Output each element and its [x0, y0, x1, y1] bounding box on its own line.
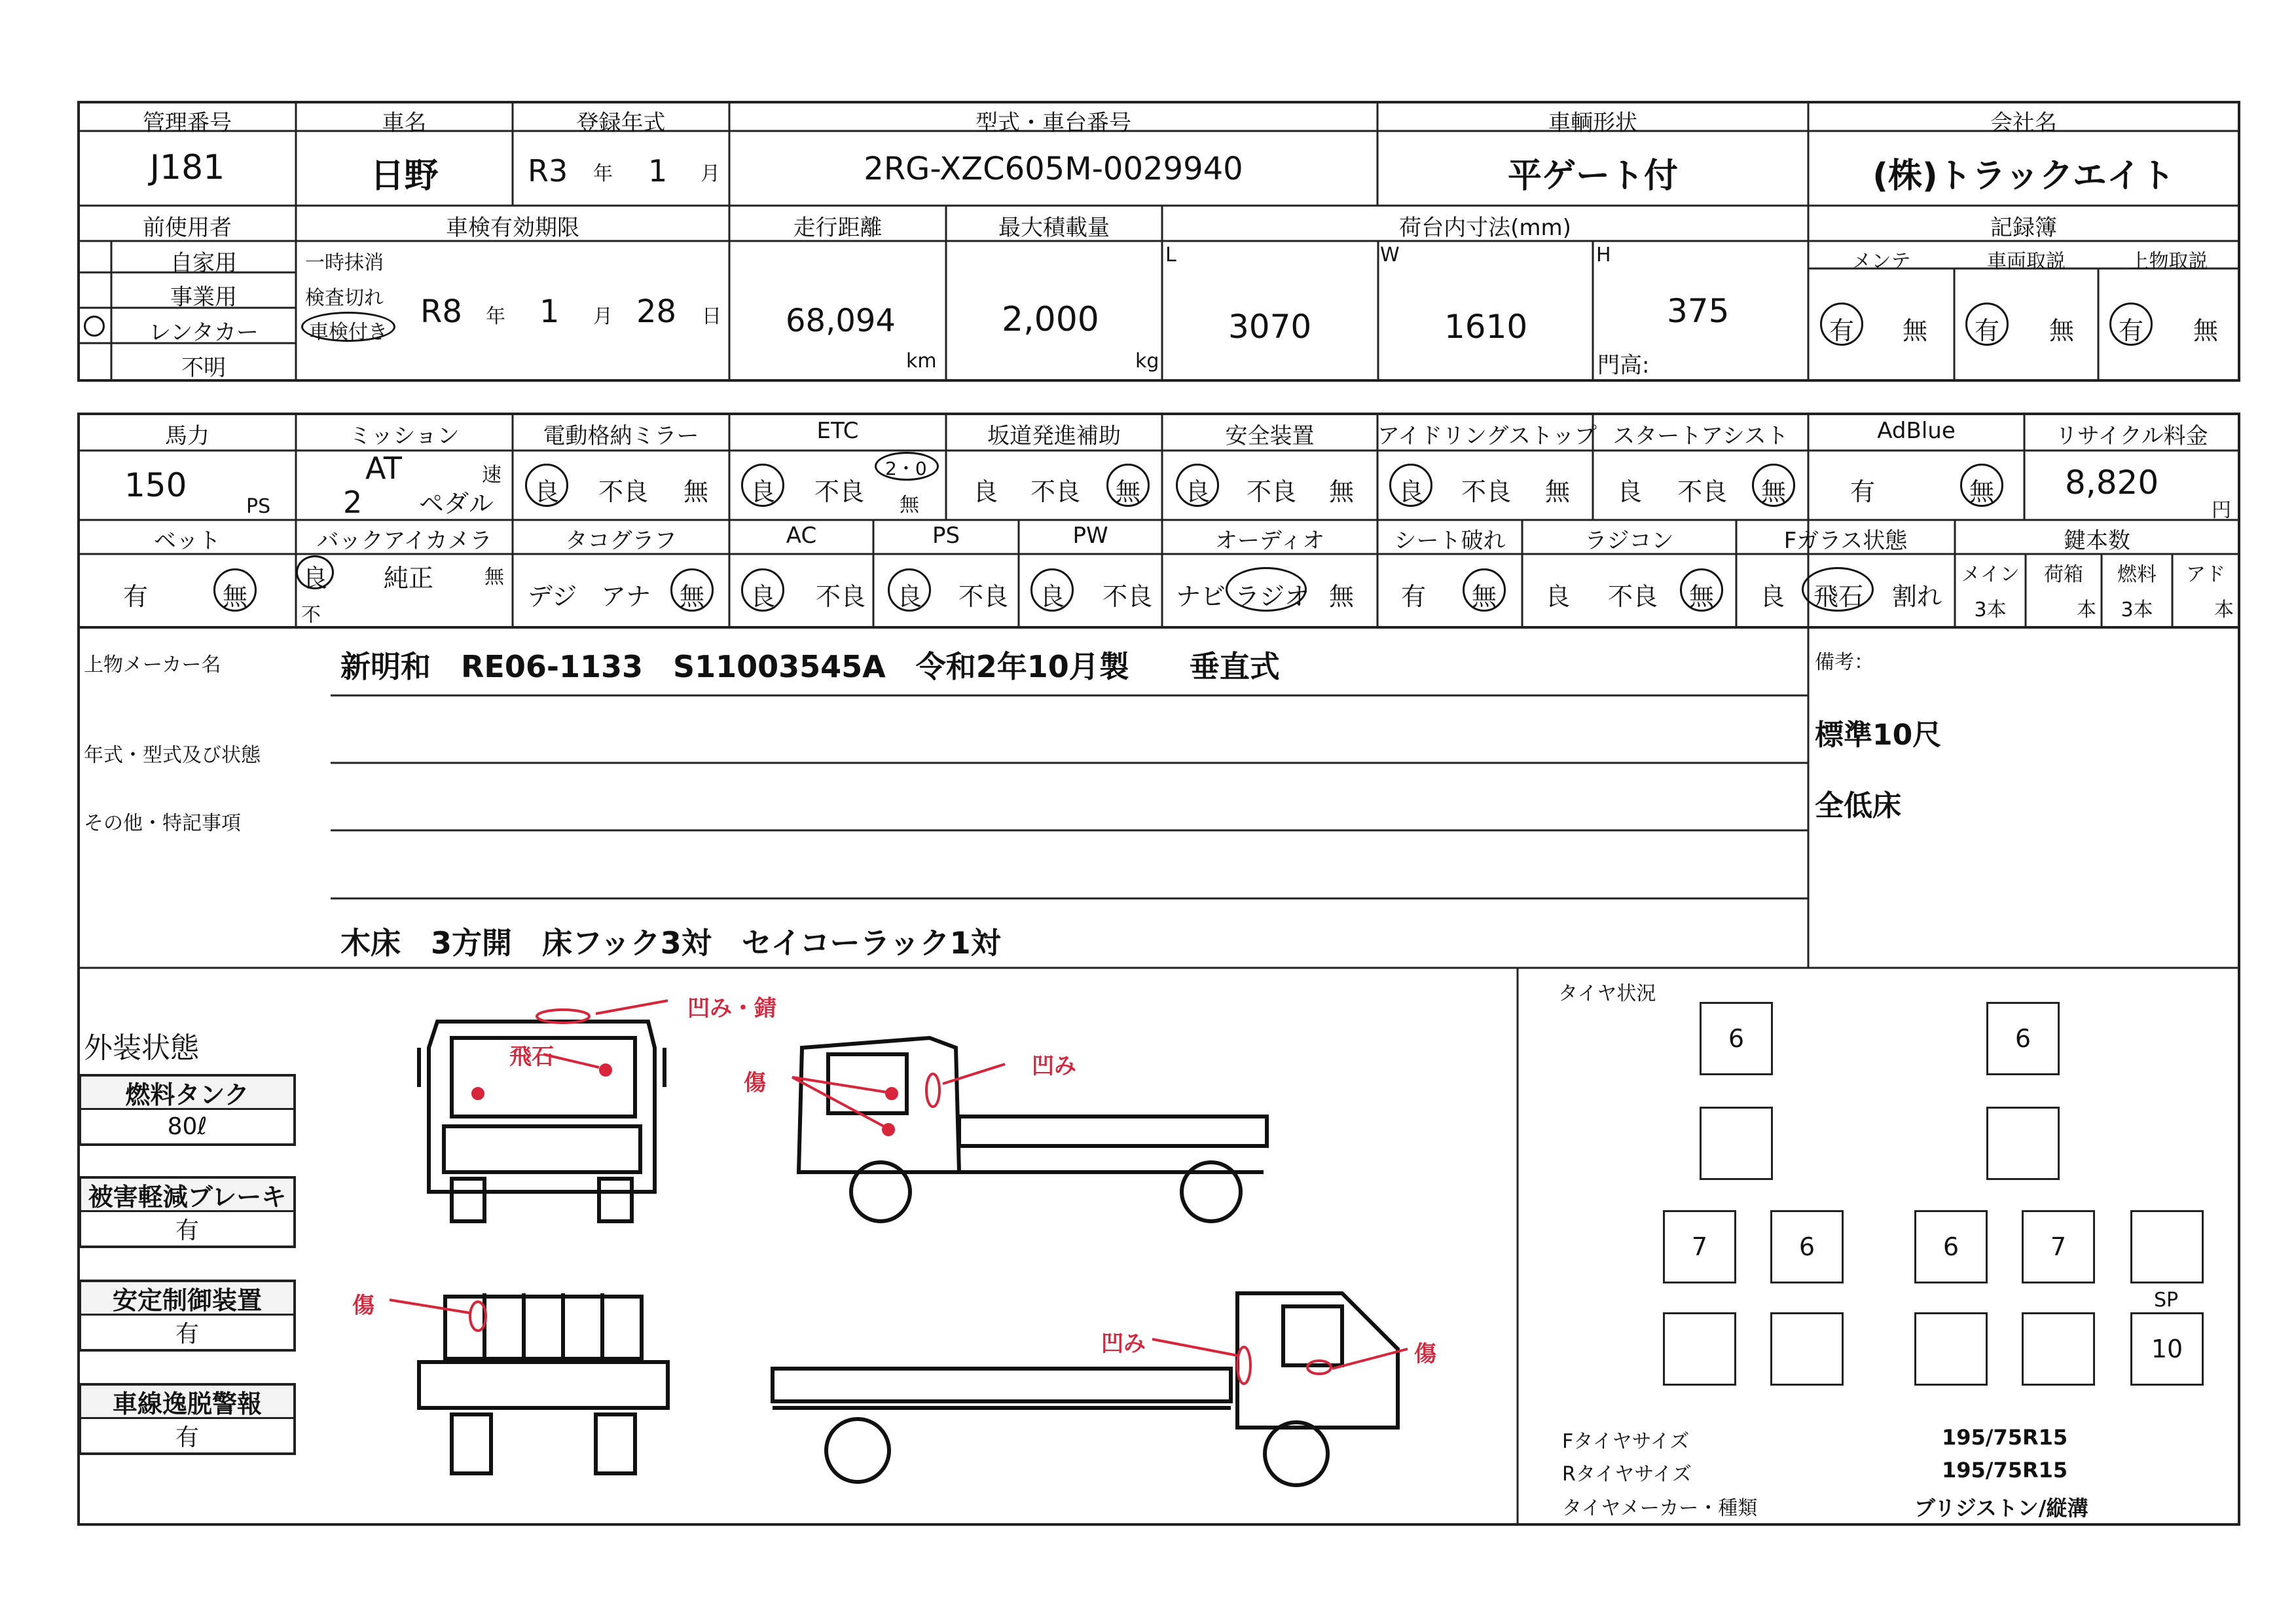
month-unit: 月: [701, 162, 720, 185]
hp-value: 150: [124, 466, 187, 504]
header-records: 記録簿: [1990, 215, 2057, 241]
tire-rear-right-b1: [1914, 1312, 1988, 1386]
hill-bad: 不良: [1030, 477, 1081, 506]
tacho-digi: デジ: [528, 582, 577, 611]
tacho-ana: アナ: [601, 582, 651, 611]
key-cargo-val: 本: [2077, 599, 2096, 621]
fuel-tank-value: 80ℓ: [167, 1113, 208, 1140]
height-label: H: [1596, 244, 1611, 267]
mirror-none: 無: [683, 477, 709, 506]
tire-front-left: 6: [1700, 1002, 1773, 1075]
header-prev-user: 前使用者: [143, 215, 232, 241]
header-idle-stop: アイドリングストップ: [1377, 423, 1597, 449]
header-remote: ラジコン: [1584, 528, 1674, 554]
cam-none: 無: [484, 566, 504, 589]
pw-good: 良: [1040, 582, 1065, 611]
maint-yes: 有: [1829, 316, 1855, 345]
record-vehicle-manual: 車両取説: [1987, 250, 2066, 273]
height-value: 375: [1667, 292, 1730, 330]
header-keys: 鍵本数: [2064, 528, 2130, 554]
r-size-label: Rタイヤサイズ: [1562, 1463, 1692, 1486]
tire-front-right-2: [1986, 1107, 2060, 1180]
header-ac: AC: [786, 523, 817, 549]
ps-good: 良: [897, 582, 922, 611]
header-company: 会社名: [1990, 110, 2057, 136]
vmanual-no: 無: [2049, 316, 2075, 345]
header-reg-year: 登録年式: [576, 110, 666, 136]
header-hill-assist: 坂道発進補助: [987, 423, 1121, 449]
key-main-val: 3本: [1974, 599, 2007, 621]
header-inspection: 車検有効期限: [446, 215, 579, 241]
tacho-no: 無: [680, 582, 705, 611]
start-bad: 不良: [1677, 477, 1728, 506]
month-value: 1: [648, 153, 668, 189]
insp-era: R8: [420, 293, 462, 330]
model-value: 2RG-XZC605M-0029940: [864, 151, 1243, 187]
remote-bad: 不良: [1608, 582, 1658, 611]
header-capacity: 最大積載量: [998, 215, 1110, 241]
lane-label: 車線逸脱警報: [81, 1386, 293, 1419]
bmanual-no: 無: [2193, 316, 2219, 345]
header-recycle: リサイクル料金: [2055, 423, 2208, 449]
mark-chip: 飛石: [509, 1044, 554, 1070]
header-dimensions: 荷台内寸法(mm): [1399, 215, 1571, 241]
key-fuel-val: 3本: [2121, 599, 2153, 621]
etc-good: 良: [750, 477, 776, 506]
seat-no: 無: [1472, 582, 1497, 611]
mgmt-no-value: J181: [149, 148, 225, 187]
key-fuel-label: 燃料: [2117, 563, 2157, 586]
glass-chip: 飛石: [1813, 582, 1864, 611]
glass-good: 良: [1760, 582, 1785, 611]
start-good: 良: [1617, 477, 1643, 506]
tire-title: タイヤ状況: [1558, 982, 1656, 1005]
insp-opt-deregistered: 一時抹消: [305, 251, 384, 274]
brake-label: 被害軽減ブレーキ: [81, 1179, 293, 1212]
idle-good: 良: [1398, 477, 1424, 506]
trans-type: AT: [365, 451, 402, 486]
header-body: 車輌形状: [1548, 110, 1637, 136]
insp-day-unit: 日: [702, 305, 721, 328]
r-size-value: 195/75R15: [1942, 1458, 2068, 1483]
header-model: 型式・車台番号: [975, 110, 1131, 136]
tire-maker-label: タイヤメーカー・種類: [1562, 1497, 1758, 1520]
insp-opt-expired: 検査切れ: [305, 287, 384, 310]
prev-user-business: 事業用: [170, 284, 237, 310]
header-safety: 安全装置: [1225, 423, 1315, 449]
etc-version: 2・0: [885, 458, 927, 479]
truck-rear-view: [419, 1293, 668, 1473]
safety-bad: 不良: [1247, 477, 1297, 506]
mark-dent-1: 凹み: [1032, 1053, 1076, 1079]
tire-rear-outer-right: 7: [2022, 1210, 2095, 1283]
special-notes-line: 木床 3方開 床フック3対 セイコーラック1対: [340, 925, 1001, 961]
header-ps: PS: [932, 523, 960, 549]
gate-height-label: 門高:: [1597, 352, 1650, 378]
speed-unit: 速: [482, 464, 501, 487]
idle-bad: 不良: [1461, 477, 1512, 506]
tire-front-left-2: [1700, 1107, 1773, 1180]
audio-navi: ナビ: [1176, 582, 1226, 611]
tire-maker-value: ブリジストン/縦溝: [1914, 1496, 2088, 1521]
etc-none: 無: [900, 494, 919, 517]
header-seat: シート破れ: [1394, 528, 1506, 554]
remote-good: 良: [1545, 582, 1571, 611]
label-other-notes: その他・特記事項: [84, 812, 241, 835]
key-main-label: メイン: [1961, 563, 2020, 586]
brake-value: 有: [175, 1217, 199, 1244]
stability-label: 安定制御装置: [81, 1282, 293, 1316]
tire-spare: 10: [2130, 1312, 2204, 1386]
recycle-value: 8,820: [2065, 464, 2159, 502]
remote-no: 無: [1689, 582, 1715, 611]
mileage-unit: km: [906, 350, 937, 373]
glass-crack: 割れ: [1892, 582, 1942, 611]
insp-year-unit: 年: [486, 305, 505, 328]
bmanual-yes: 有: [2119, 316, 2144, 345]
record-maint: メンテ: [1851, 250, 1911, 273]
idle-none: 無: [1545, 477, 1571, 506]
hill-good: 良: [973, 477, 998, 506]
tire-rear-outer-left: 7: [1663, 1210, 1736, 1283]
hill-none: 無: [1116, 477, 1141, 506]
pedal-label: ペダル: [419, 489, 494, 518]
insp-month-unit: 月: [593, 305, 613, 328]
stability-value: 有: [175, 1321, 199, 1348]
width-value: 1610: [1444, 308, 1528, 346]
fuel-tank-label: 燃料タンク: [81, 1077, 293, 1110]
tire-rear-left-b1: [1663, 1312, 1736, 1386]
f-size-label: Fタイヤサイズ: [1562, 1430, 1690, 1453]
lane-value: 有: [175, 1424, 199, 1451]
maint-no: 無: [1903, 316, 1928, 345]
f-size-value: 195/75R15: [1942, 1425, 2068, 1450]
capacity-unit: kg: [1135, 350, 1159, 373]
exterior-title: 外装状態: [84, 1031, 199, 1065]
audio-none: 無: [1329, 582, 1355, 611]
prev-user-rental: レンタカー: [149, 320, 259, 346]
etc-bad: 不良: [814, 477, 865, 506]
header-bed: ベット: [154, 528, 221, 554]
truck-side-view-2: [773, 1293, 1398, 1485]
start-none: 無: [1761, 477, 1787, 506]
label-year-model: 年式・型式及び状態: [84, 744, 261, 767]
mark-scratch-2: 傷: [352, 1293, 374, 1319]
remarks-label: 備考：: [1815, 651, 1874, 674]
tire-rear-left-b2: [1770, 1312, 1844, 1386]
header-pw: PW: [1072, 523, 1108, 549]
vmanual-yes: 有: [1975, 316, 2000, 345]
remark-2: 全低床: [1815, 789, 1901, 822]
tire-extra: [2130, 1210, 2204, 1283]
header-mileage: 走行距離: [793, 215, 883, 241]
ps-bad: 不良: [958, 582, 1009, 611]
adblue-none: 無: [1969, 477, 1995, 506]
header-fglass: Fガラス状態: [1783, 528, 1908, 554]
seat-yes: 有: [1401, 582, 1427, 611]
header-transmission: ミッション: [349, 423, 460, 449]
year-unit: 年: [593, 162, 613, 185]
header-etc: ETC: [816, 418, 859, 444]
capacity-value: 2,000: [1002, 300, 1099, 339]
bed-yes: 有: [123, 582, 149, 611]
insp-month: 1: [539, 293, 560, 330]
tire-rear-inner-right: 6: [1914, 1210, 1988, 1283]
spare-label: SP: [2154, 1289, 2179, 1312]
adblue-yes: 有: [1850, 477, 1876, 506]
header-start-assist: スタートアシスト: [1613, 423, 1789, 449]
body-maker-line: 新明和 RE06-1133 S11003545A 令和2年10月製 垂直式: [340, 649, 1280, 684]
header-back-camera: バックアイカメラ: [316, 528, 492, 554]
hp-unit: PS: [246, 495, 271, 518]
mileage-value: 68,094: [786, 303, 896, 339]
mirror-good: 良: [534, 477, 560, 506]
key-ad-label: アド: [2186, 563, 2225, 586]
header-hp: 馬力: [165, 423, 210, 449]
cam-genuine: 純正: [384, 564, 434, 593]
prev-user-private: 自家用: [170, 250, 237, 276]
record-body-manual: 上物取説: [2129, 250, 2208, 273]
header-mgmt-no: 管理番号: [143, 110, 232, 136]
width-label: W: [1380, 244, 1400, 267]
ac-good: 良: [750, 582, 776, 611]
cam-good: 良: [302, 564, 328, 593]
key-ad-val: 本: [2214, 599, 2234, 621]
tire-front-right: 6: [1986, 1002, 2060, 1075]
key-cargo-label: 荷箱: [2044, 563, 2083, 586]
remark-1: 標準10尺: [1815, 718, 1942, 752]
mark-scratch-3: 傷: [1414, 1341, 1436, 1367]
recycle-unit: 円: [2212, 499, 2231, 522]
maker-value: 日野: [370, 157, 439, 196]
header-mirror: 電動格納ミラー: [543, 423, 699, 449]
trans-speed: 2: [343, 485, 363, 520]
label-body-maker: 上物メーカー名: [84, 654, 221, 676]
length-value: 3070: [1228, 308, 1312, 346]
insp-opt-valid: 車検付き: [309, 321, 388, 344]
length-label: L: [1165, 244, 1176, 267]
mark-scratch-1: 傷: [744, 1070, 766, 1096]
cam-not: 不: [301, 604, 321, 627]
pw-bad: 不良: [1102, 582, 1153, 611]
safety-none: 無: [1329, 477, 1355, 506]
tire-rear-right-b2: [2022, 1312, 2095, 1386]
header-adblue: AdBlue: [1877, 418, 1956, 444]
mirror-bad: 不良: [598, 477, 649, 506]
ac-bad: 不良: [816, 582, 866, 611]
header-audio: オーディオ: [1214, 528, 1325, 554]
safety-good: 良: [1185, 477, 1211, 506]
company-value: (株)トラックエイト: [1872, 157, 2175, 196]
body-value: 平ゲート付: [1507, 157, 1678, 196]
mark-dent-2: 凹み: [1101, 1331, 1146, 1357]
header-tachograph: タコグラフ: [565, 528, 677, 554]
mark-dent-rust: 凹み・錆: [687, 995, 776, 1022]
audio-radio: ラジオ: [1235, 582, 1310, 611]
year-era: R3: [528, 153, 568, 189]
prev-user-unknown: 不明: [181, 355, 226, 381]
tire-rear-inner-left: 6: [1770, 1210, 1844, 1283]
header-maker: 車名: [382, 110, 427, 136]
bed-no: 無: [223, 582, 248, 611]
insp-day: 28: [636, 293, 677, 330]
